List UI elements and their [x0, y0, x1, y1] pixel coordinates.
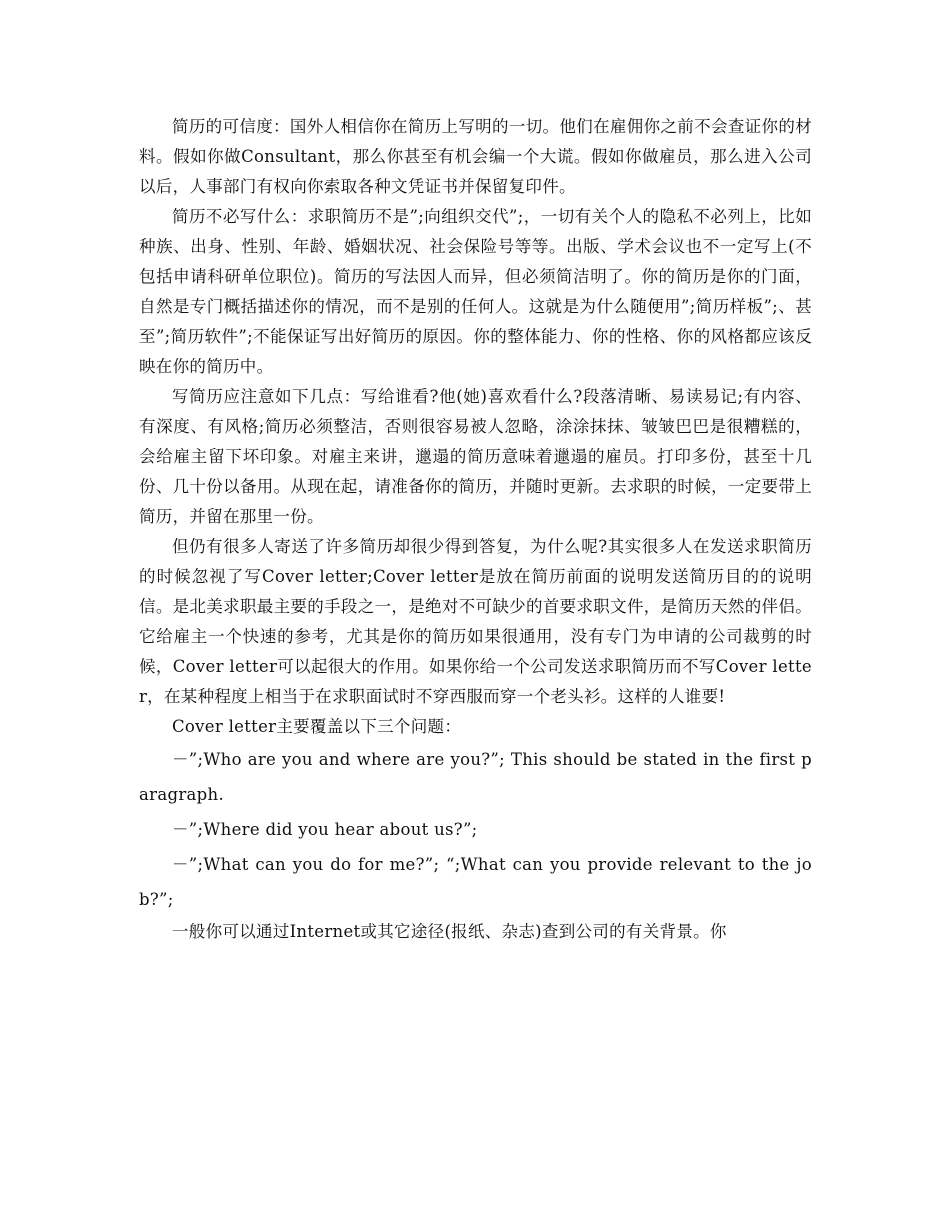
list-item-who-are-you: －”;Who are you and where are you?”; This should be stated in the first paragraph. [139, 750, 812, 804]
list-item-what-can-you-do: －”;What can you do for me?”; “;What can you provide relevant to the job?”; [139, 855, 812, 909]
paragraph-what-not-to-write: 简历不必写什么：求职简历不是”;向组织交代”;，一切有关个人的隐私不必列上，比如种族、出身、性别、年龄、婚姻状况、社会保险号等等。出版、学术会议也不一定写上(不包括申请科研单位职位)。简历的写法因人而异，但必须简洁明了。你的简历是你的门面，自然是专门概括描述你的情况，而不是别的任何人。这就是为什么随便用”;简历样板”;、甚至”;简历软件”;不能保证写出好简历的原因。你的整体能力、你的性格、你的风格都应该反映在你的简历中。 [139, 207, 812, 376]
paragraph-credibility: 简历的可信度：国外人相信你在简历上写明的一切。他们在雇佣你之前不会查证你的材料。假如你做Consultant，那么你甚至有机会编一个大谎。假如你做雇员，那么进入公司以后，人事部门有权向你索取各种文凭证书并保留复印件。 [139, 117, 812, 196]
list-item-where-did-you-hear: －”;Where did you hear about us?”; [172, 820, 478, 839]
paragraph-company-background: 一般你可以通过Internet或其它途径(报纸、杂志)查到公司的有关背景。你 [172, 922, 727, 941]
document-body [139, 112, 812, 947]
paragraph-writing-tips: 写简历应注意如下几点：写给谁看?他(她)喜欢看什么?段落清晰、易读易记;有内容、有深度、有风格;简历必须整洁，否则很容易被人忽略，涂涂抹抹、皱皱巴巴是很糟糕的，会给雇主留下坏印象。对雇主来讲，邋遢的简历意味着邋遢的雇员。打印多份，甚至十几份、几十份以备用。从现在起，请准备你的简历，并随时更新。去求职的时候，一定要带上简历，并留在那里一份。 [139, 387, 812, 526]
paragraph-cover-letter: 但仍有很多人寄送了许多简历却很少得到答复，为什么呢?其实很多人在发送求职简历的时候忽视了写Cover letter;Cover letter是放在简历前面的说明发送简历目的的说明信。是北美求职最主要的手段之一，是绝对不可缺少的首要求职文件，是简历天然的伴侣。它给雇主一个快速的参考，尤其是你的简历如果很通用，没有专门为申请的公司裁剪的时候，Cover letter可以起很大的作用。如果你给一个公司发送求职简历而不写Cover letter，在某种程度上相当于在求职面试时不穿西服而穿一个老头衫。这样的人谁要! [139, 537, 812, 706]
paragraph-cover-letter-questions: Cover letter主要覆盖以下三个问题： [172, 717, 462, 736]
